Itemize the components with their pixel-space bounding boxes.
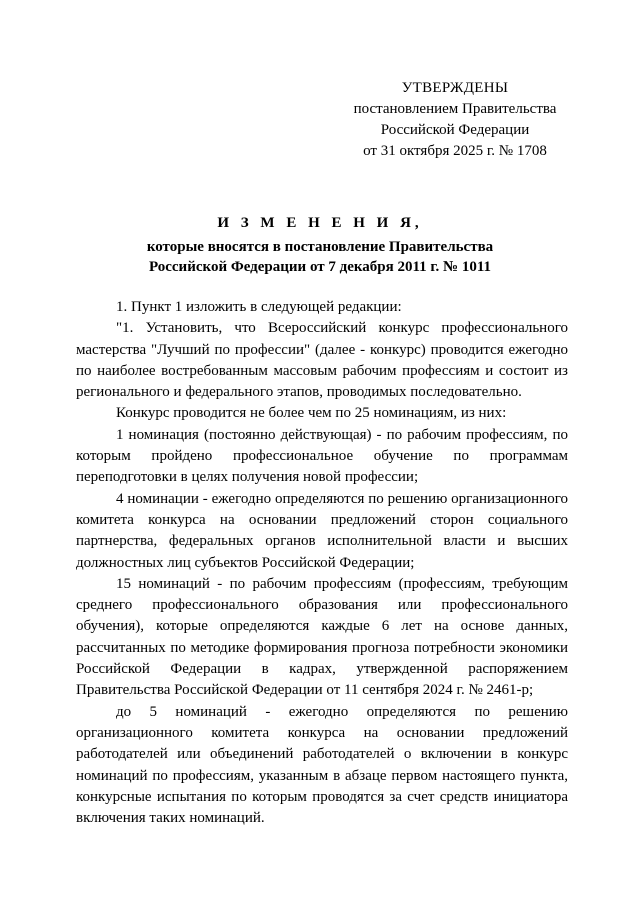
approval-line-2: Российской Федерации [380,122,530,138]
paragraph-4: 1 номинация (постоянно действующая) - по рабочим профессиям, по которым пройдено профессиональное обучение по программам переподготовки в целях получения новой профессии; [76,426,568,486]
document-body [76,297,568,829]
approval-block [330,78,580,162]
approval-line-1: постановлением Правительства [353,101,557,117]
document-title [60,213,580,277]
paragraph-3: Конкурс проводится не более чем по 25 номинациям, из них: [116,405,507,422]
approval-line-3: от 31 октября 2025 г. № 1708 [363,143,547,159]
paragraph-1: 1. Пункт 1 изложить в следующей редакции: [116,299,402,315]
approval-stamp: УТВЕРЖДЕНЫ [401,80,509,96]
paragraph-5: 4 номинации - ежегодно определяются по решению организационного комитета конкурса на основании предложений сторон социального партнерства, федеральных органов исполнительной власти и высших должностных лиц субъектов Российской Федерации; [76,490,568,571]
paragraph-2: "1. Установить, что Всероссийский конкурс профессионального мастерства "Лучший по профессии" (далее - конкурс) проводится ежегодно по наиболее востребованным массовым рабочим профессиям и состоит из регионального и федерального этапов, проводимых последовательно. [76,320,568,401]
paragraph-7: до 5 номинаций - ежегодно определяются по решению организационного комитета конкурса на основании предложений работодателей или объединений работодателей о включении в конкурс номинаций по профессиям, указанным в абзаце первом настоящего пункта, конкурсные испытания по которым проводятся за счет средств инициатора включения таких номинаций. [76,703,568,827]
title-heading: И З М Е Н Е Н И Я, [217,215,423,231]
title-line-2: Российской Федерации от 7 декабря 2011 г. № 1011 [148,259,492,275]
title-line-1: которые вносятся в постановление Правительства [146,239,494,255]
paragraph-6: 15 номинаций - по рабочим профессиям (профессиям, требующим среднего профессионального образования или профессионального обучения), которые определяются каждые 6 лет на основе данных, рассчитанных по методике формирования прогноза потребности экономики Российской Федерации в кадрах, утвержденной распоряжением Правительства Российской Федерации от 11 сентября 2024 г. № 2461-р; [76,575,568,699]
